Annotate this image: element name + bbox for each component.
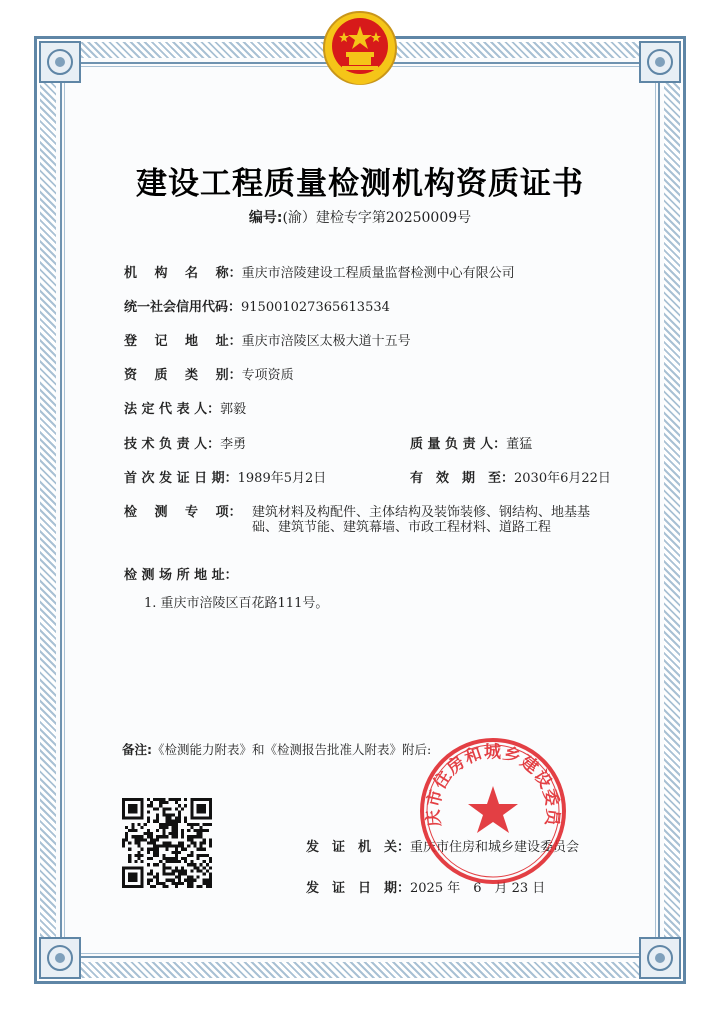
field-value: 董猛 [506,437,533,452]
qr-code[interactable] [122,798,212,888]
certificate-serial [0,207,720,227]
field-label: 检 测 专 项： [124,505,242,520]
official-seal-icon [418,736,568,886]
field-label: 发 证 日 期： [306,881,411,896]
field-value: 重庆市涪陵区太极大道十五号 [241,334,411,349]
field-value: 2030年6月22日 [514,471,611,486]
remarks-text: 《检测能力附表》和《检测报告批准人附表》附后: [152,742,432,757]
corner-ornament-bottom-right [638,936,682,980]
field-label: 资 质 类 别： [124,368,242,383]
field-scope-label-row [124,505,242,521]
field-label: 有 效 期 至： [410,471,515,486]
serial-label: 编号: [248,210,283,226]
field-value: 郭毅 [220,402,247,417]
field-valid-until [410,471,611,487]
field-label: 质 量 负 责 人： [410,437,507,452]
remarks [122,740,431,758]
field-org-name [124,266,515,282]
field-value: 重庆市住房和城乡建设委员会 [410,840,580,855]
field-category [124,368,294,384]
field-label: 检 测 场 所 地 址： [124,568,238,583]
field-quality-lead [410,437,532,453]
field-address [124,334,411,350]
corner-ornament-top-left [38,40,82,84]
field-first-issue [124,471,326,487]
remarks-label: 备注: [122,742,152,757]
field-label: 法 定 代 表 人： [124,402,221,417]
field-value: 重庆市涪陵建设工程质量监督检测中心有限公司 [241,266,515,281]
serial-value: (渝）建检专字第20250009号 [282,210,472,226]
field-label: 统一社会信用代码： [124,300,242,315]
site-item: 1. 重庆市涪陵区百花路111号。 [144,596,329,611]
corner-ornament-bottom-left [38,936,82,980]
field-value: 1989年5月2日 [237,471,327,486]
field-value: 李勇 [220,437,247,452]
seal-text: 庆市住房和城乡建设委员 [423,742,563,828]
field-label: 发 证 机 关： [306,840,411,855]
field-value: 915001027365613534 [241,300,390,315]
field-label: 登 记 地 址： [124,334,242,349]
field-legal-rep [124,402,246,418]
field-sites [124,568,238,584]
field-value: 专项资质 [241,368,294,383]
certificate-title: 建设工程质量检测机构资质证书 [136,166,584,202]
national-emblem-icon [320,8,400,88]
field-value: 2025 年 6 月 23 日 [410,881,546,896]
field-label: 技 术 负 责 人： [124,437,221,452]
field-label: 机 构 名 称： [124,266,242,281]
field-tech-lead [124,437,246,453]
field-scope-value: 建筑材料及构配件、主体结构及装饰装修、钢结构、地基基础、建筑节能、建筑幕墙、市政工程材料、道路工程 [252,505,591,535]
field-credit-code [124,300,390,316]
field-label: 首 次 发 证 日 期： [124,471,238,486]
corner-ornament-top-right [638,40,682,84]
